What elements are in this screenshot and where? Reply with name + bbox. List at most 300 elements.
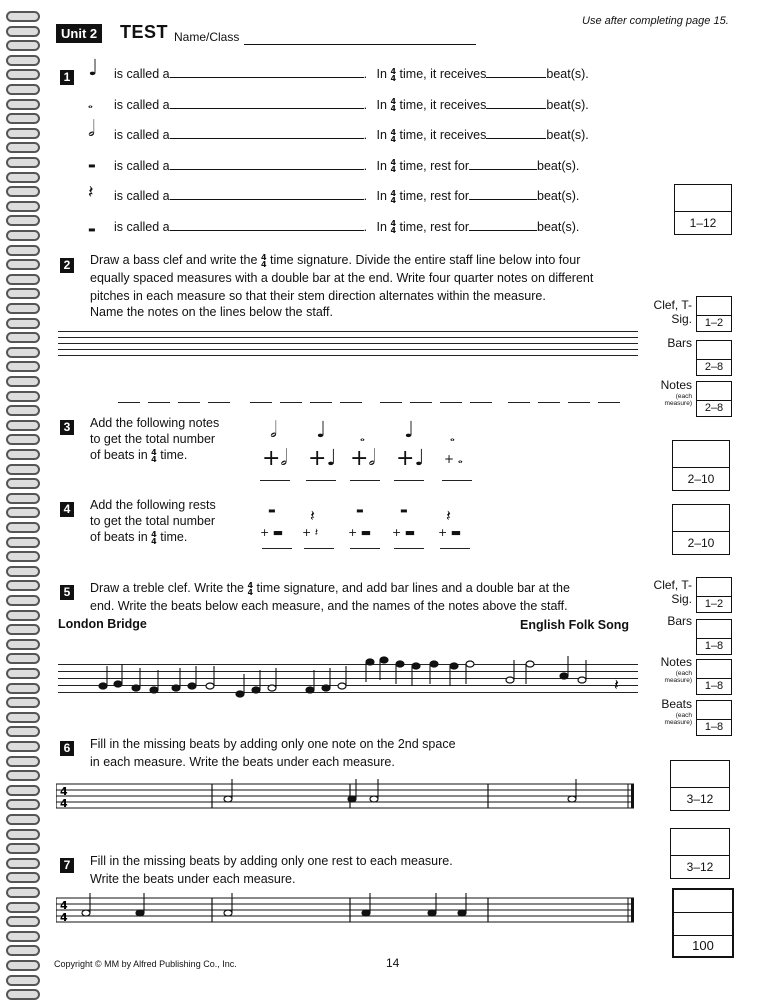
quarter-note-head xyxy=(99,683,107,689)
spiral-ring xyxy=(6,198,40,210)
spiral-ring xyxy=(6,738,40,750)
spiral-ring xyxy=(6,446,40,458)
question-5-number: 5 xyxy=(60,585,74,600)
q5-bars-label: Bars xyxy=(667,614,692,628)
spiral-ring xyxy=(6,694,40,706)
name-answer-field[interactable] xyxy=(170,159,364,170)
question-4-score-box xyxy=(672,504,730,555)
question-3-line-1: Add the following notes xyxy=(90,416,220,430)
total-score-box xyxy=(672,888,734,958)
plus-half-note-icon: +𝅗𝅥 xyxy=(350,446,376,471)
time-signature-44: 4 4 xyxy=(260,252,267,269)
total-answer-line[interactable] xyxy=(394,548,424,549)
score-range: 2–10 xyxy=(687,472,715,486)
question-1-row: is called a . In 4 4 time, it receives beat(s). xyxy=(114,97,589,114)
note-name-blank[interactable] xyxy=(280,402,302,403)
spiral-ring xyxy=(6,461,40,473)
question-6-line-1: Fill in the missing beats by adding only one note on the 2nd space xyxy=(90,737,456,751)
score-range: 3–12 xyxy=(686,792,714,806)
spiral-ring xyxy=(6,242,40,254)
note-name-blank[interactable] xyxy=(118,402,140,403)
total-points: 100 xyxy=(692,938,714,953)
question-7-staff[interactable] xyxy=(56,890,640,936)
double-bar-thick xyxy=(631,784,634,808)
spiral-ring xyxy=(6,709,40,721)
quarter-note-head xyxy=(114,681,122,687)
plus-rest-icon: + ▬ xyxy=(260,526,284,539)
called-text: is called a xyxy=(114,189,170,203)
score-entry[interactable] xyxy=(673,441,729,468)
q2-text-b: time signature. Divide the entire staff line below into four xyxy=(270,253,581,267)
spiral-ring xyxy=(6,227,40,239)
spiral-ring xyxy=(6,169,40,181)
quarter-note-head xyxy=(362,910,370,916)
question-5-melody xyxy=(58,650,638,700)
half-note-head xyxy=(224,910,232,916)
question-2-line-2: equally spaced measures with a double bar at the end. Write four quarter notes on different xyxy=(90,271,594,285)
spiral-ring xyxy=(6,285,40,297)
q2-clef-score xyxy=(696,296,732,332)
quarter-note-head xyxy=(306,687,314,693)
note-name-blank[interactable] xyxy=(538,402,560,403)
beats-answer-field[interactable] xyxy=(486,67,546,78)
score-range: 2–8 xyxy=(704,361,724,373)
spiral-ring xyxy=(6,753,40,765)
quarter-note-icon: ♩ xyxy=(316,418,327,443)
time-signature-44: 4 4 xyxy=(247,580,254,597)
note-name-blank[interactable] xyxy=(340,402,362,403)
spiral-ring xyxy=(6,665,40,677)
name-answer-field[interactable] xyxy=(170,220,364,231)
called-text: is called a xyxy=(114,219,170,234)
half-note-head xyxy=(506,677,514,683)
quarter-note-head xyxy=(150,687,158,693)
quarter-note-head xyxy=(252,687,260,693)
whole-rest-icon: ▬ xyxy=(88,224,96,234)
spiral-ring xyxy=(6,431,40,443)
spiral-ring xyxy=(6,767,40,779)
plus-rest-icon: + 𝄽 xyxy=(302,526,319,539)
beats-unit: beat(s). xyxy=(537,219,580,234)
q2-bars-score xyxy=(696,340,732,376)
name-answer-field[interactable] xyxy=(170,189,364,200)
half-rest-icon: ▬ xyxy=(268,506,276,515)
spiral-ring xyxy=(6,534,40,546)
quarter-note-head xyxy=(450,663,458,669)
time-signature-44: 4 4 xyxy=(390,127,397,144)
plus-rest-icon: + ▬ xyxy=(348,526,372,539)
quarter-note-head xyxy=(132,685,140,691)
receives-text: time, it receives xyxy=(399,97,487,112)
question-7-line-2: Write the beats under each measure. xyxy=(90,872,296,886)
called-text: is called a xyxy=(114,67,170,81)
question-7-score-box xyxy=(670,828,730,879)
spiral-ring xyxy=(6,928,40,940)
spiral-ring xyxy=(6,869,40,881)
time-signature-44: 4 4 xyxy=(390,66,397,83)
song-origin: English Folk Song xyxy=(520,618,630,632)
time-signature-44: 4 4 xyxy=(390,97,397,114)
total-answer-line[interactable] xyxy=(262,548,292,549)
in-text: In xyxy=(376,219,387,234)
called-text: is called a xyxy=(114,128,170,142)
spiral-ring xyxy=(6,490,40,502)
plus-whole-note-icon: + 𝅝 xyxy=(444,452,463,466)
q5-text-a: Draw a treble clef. Write the xyxy=(90,581,244,595)
spiral-ring xyxy=(6,23,40,35)
beats-unit: beat(s). xyxy=(546,128,589,142)
spiral-ring xyxy=(6,212,40,224)
quarter-note-head xyxy=(172,685,180,691)
note-name-blank[interactable] xyxy=(440,402,462,403)
q5-bars-score xyxy=(696,619,732,655)
score-range: 2–10 xyxy=(687,536,715,550)
quarter-note-icon: ♩ xyxy=(404,418,415,443)
time-signature-bottom: 4 xyxy=(60,911,68,924)
beats-answer-field[interactable] xyxy=(469,189,537,200)
spiral-ring xyxy=(6,344,40,356)
q2-bars-label: Bars xyxy=(667,336,692,350)
question-5-line-2: end. Write the beats below each measure, and the names of the notes above the staff. xyxy=(90,599,568,613)
question-3-score-box xyxy=(672,440,730,491)
in-text: In xyxy=(376,67,387,81)
note-name-blank[interactable] xyxy=(250,402,272,403)
quarter-rest-icon: 𝄽 xyxy=(446,506,451,525)
name-class-field[interactable] xyxy=(244,44,476,45)
question-4-line-1: Add the following rests xyxy=(90,498,216,512)
q2-notes-sub: (each measure) xyxy=(664,393,692,407)
song-title: London Bridge xyxy=(58,617,147,631)
quarter-note-head xyxy=(188,683,196,689)
spiral-ring xyxy=(6,388,40,400)
plus-quarter-note-icon: +♩ xyxy=(396,446,425,471)
plus-quarter-note-icon: +♩ xyxy=(308,446,337,471)
q4-time-word: time. xyxy=(160,530,188,544)
beats-answer-field[interactable] xyxy=(486,128,546,139)
score-entry[interactable] xyxy=(697,620,731,639)
quarter-note-head xyxy=(428,910,436,916)
score-range: 2–8 xyxy=(704,402,724,414)
receives-text: time, it receives xyxy=(399,128,487,142)
receives-text: time, it receives xyxy=(399,67,487,81)
name-answer-field[interactable] xyxy=(170,128,364,139)
spiral-ring xyxy=(6,621,40,633)
question-5-line-1 xyxy=(90,580,570,596)
total-answer-line[interactable] xyxy=(304,548,334,549)
spiral-ring xyxy=(6,154,40,166)
spiral-ring xyxy=(6,855,40,867)
name-answer-field[interactable] xyxy=(170,67,364,78)
q2-clef-label: Clef, T-Sig. xyxy=(653,298,692,326)
half-note-head xyxy=(224,796,232,802)
q5-text-b: time signature, and add bar lines and a double bar at the xyxy=(256,581,570,595)
score-entry[interactable] xyxy=(697,578,731,597)
question-4-line-3 xyxy=(90,529,187,545)
half-rest-icon: ▬ xyxy=(356,506,364,515)
time-signature-44: 4 4 xyxy=(151,529,157,546)
spiral-ring xyxy=(6,315,40,327)
name-answer-field[interactable] xyxy=(170,98,364,109)
time-signature-top: 4 xyxy=(60,785,68,798)
spiral-ring xyxy=(6,796,40,808)
spiral-ring xyxy=(6,96,40,108)
spiral-ring xyxy=(6,680,40,692)
q5-notes-label: Notes xyxy=(660,655,692,669)
spiral-ring xyxy=(6,125,40,137)
quarter-note-head xyxy=(430,661,438,667)
question-3-line-2: to get the total number xyxy=(90,432,216,446)
score-entry[interactable] xyxy=(675,185,731,212)
spiral-ring xyxy=(6,884,40,896)
name-class-label: Name/Class xyxy=(174,30,240,44)
spiral-ring xyxy=(6,37,40,49)
spiral-ring xyxy=(6,417,40,429)
beats-unit: beat(s). xyxy=(537,189,580,203)
spiral-ring xyxy=(6,81,40,93)
question-2-number: 2 xyxy=(60,258,74,273)
receives-text: time, rest for xyxy=(399,189,469,203)
spiral-ring xyxy=(6,577,40,589)
spiral-ring xyxy=(6,373,40,385)
score-entry[interactable] xyxy=(697,297,731,316)
question-3-number: 3 xyxy=(60,420,74,435)
q2-notes-label: Notes xyxy=(660,378,692,392)
quarter-note-head xyxy=(396,661,404,667)
score-range: 1–12 xyxy=(689,216,717,230)
q5-clef-score xyxy=(696,577,732,613)
note-name-blank[interactable] xyxy=(410,402,432,403)
test-title: TEST xyxy=(120,22,169,42)
question-1-row: is called a . In 4 4 time, rest for beat(s). xyxy=(114,188,580,205)
quarter-note-head xyxy=(236,691,244,697)
question-7-number: 7 xyxy=(60,858,74,873)
in-text: In xyxy=(376,158,387,173)
spiral-ring xyxy=(6,592,40,604)
quarter-rest-icon: 𝄽 xyxy=(614,675,619,694)
time-signature-44: 4 4 xyxy=(390,219,397,236)
score-entry[interactable] xyxy=(674,913,732,936)
half-note-head xyxy=(466,661,474,667)
beats-answer-field[interactable] xyxy=(469,159,537,170)
copyright: Copyright © MM by Alfred Publishing Co., Inc. xyxy=(54,959,237,969)
spiral-ring xyxy=(6,52,40,64)
spiral-ring xyxy=(6,899,40,911)
q3-text: of beats in xyxy=(90,448,148,462)
spiral-ring xyxy=(6,913,40,925)
half-note-head xyxy=(370,796,378,802)
note-name-blank[interactable] xyxy=(178,402,200,403)
score-entry[interactable] xyxy=(697,382,731,401)
half-note-head xyxy=(206,683,214,689)
score-range: 1–8 xyxy=(704,680,724,692)
question-1-row: is called a . In 4 4 time, rest for beat(s). xyxy=(114,219,580,236)
note-name-blank[interactable] xyxy=(148,402,170,403)
note-name-blank[interactable] xyxy=(568,402,590,403)
question-6-number: 6 xyxy=(60,741,74,756)
question-4-number: 4 xyxy=(60,502,74,517)
called-text: is called a xyxy=(114,158,170,173)
spiral-ring xyxy=(6,636,40,648)
score-range: 1–2 xyxy=(704,598,724,610)
question-1-number: 1 xyxy=(60,70,74,85)
spiral-ring xyxy=(6,519,40,531)
plus-rest-icon: + ▬ xyxy=(438,526,462,539)
half-note-head xyxy=(82,910,90,916)
plus-half-note-icon: +𝅗𝅥 xyxy=(262,446,288,471)
question-1-row: is called a . In 4 4 time, it receives beat(s). xyxy=(114,66,589,83)
question-6-line-2: in each measure. Write the beats under each measure. xyxy=(90,755,395,769)
spiral-ring xyxy=(6,110,40,122)
quarter-note-head xyxy=(560,673,568,679)
q5-beats-score xyxy=(696,700,732,736)
half-note-head xyxy=(526,661,534,667)
q2-notes-score xyxy=(696,381,732,417)
spiral-ring xyxy=(6,139,40,151)
time-signature-top: 4 xyxy=(60,899,68,912)
half-note-head xyxy=(268,685,276,691)
spiral-ring xyxy=(6,183,40,195)
q2-text-a: Draw a bass clef and write the xyxy=(90,253,258,267)
spiral-ring xyxy=(6,358,40,370)
note-name-blank[interactable] xyxy=(208,402,230,403)
quarter-note-head xyxy=(136,910,144,916)
spiral-ring xyxy=(6,826,40,838)
in-text: In xyxy=(376,189,387,203)
whole-note-icon: 𝅝 xyxy=(88,96,93,111)
spiral-ring xyxy=(6,329,40,341)
q5-notes-score xyxy=(696,659,732,695)
half-rest-icon: ▬ xyxy=(400,506,408,515)
question-6-staff[interactable] xyxy=(56,776,640,822)
score-range: 1–8 xyxy=(704,721,724,733)
quarter-note-head xyxy=(412,663,420,669)
spiral-ring xyxy=(6,548,40,560)
note-name-blank[interactable] xyxy=(470,402,492,403)
spiral-ring xyxy=(6,475,40,487)
spiral-ring xyxy=(6,8,40,20)
half-note-head xyxy=(338,683,346,689)
spiral-ring xyxy=(6,607,40,619)
question-6-score-box xyxy=(670,760,730,811)
beats-answer-field[interactable] xyxy=(469,220,537,231)
note-name-blank[interactable] xyxy=(310,402,332,403)
whole-note-icon: 𝅝 xyxy=(450,430,455,444)
receives-text: time, rest for xyxy=(399,219,469,234)
half-note-head xyxy=(578,677,586,683)
spiral-binding xyxy=(0,0,44,993)
score-range: 1–8 xyxy=(704,640,724,652)
score-entry[interactable] xyxy=(671,829,729,856)
q4-text: of beats in xyxy=(90,530,148,544)
whole-note-icon: 𝅝 xyxy=(360,430,365,444)
beats-unit: beat(s). xyxy=(537,158,580,173)
score-range: 3–12 xyxy=(686,860,714,874)
question-1-row: is called a . In 4 4 time, rest for beat(s). xyxy=(114,158,580,175)
beats-answer-field[interactable] xyxy=(486,98,546,109)
half-note-icon: 𝅗𝅥 xyxy=(270,418,277,443)
question-2-line-1 xyxy=(90,252,580,268)
spiral-ring xyxy=(6,563,40,575)
double-bar-thick xyxy=(631,898,634,922)
time-signature-44: 4 4 xyxy=(151,447,157,464)
quarter-rest-icon: 𝄽 xyxy=(88,182,94,203)
quarter-note-head xyxy=(366,659,374,665)
quarter-rest-icon: 𝄽 xyxy=(310,506,315,525)
spiral-ring xyxy=(6,256,40,268)
total-answer-line[interactable] xyxy=(350,548,380,549)
quarter-note-icon: ♩ xyxy=(88,56,99,81)
spiral-ring xyxy=(6,840,40,852)
spiral-ring xyxy=(6,402,40,414)
spiral-ring xyxy=(6,271,40,283)
score-entry[interactable] xyxy=(673,505,729,532)
time-signature-44: 4 4 xyxy=(390,158,397,175)
page-number: 14 xyxy=(386,956,400,970)
spiral-ring xyxy=(6,66,40,78)
half-note-head xyxy=(568,796,576,802)
q5-clef-label: Clef, T-Sig. xyxy=(653,578,692,606)
note-name-blank[interactable] xyxy=(598,402,620,403)
unit-badge: Unit 2 xyxy=(56,24,102,43)
spiral-ring xyxy=(6,942,40,954)
spiral-ring xyxy=(6,811,40,823)
question-3-line-3 xyxy=(90,447,187,463)
question-2-line-4: Name the notes on the lines below the staff. xyxy=(90,305,333,319)
spiral-ring xyxy=(6,782,40,794)
half-rest-icon: ▬ xyxy=(88,160,96,170)
q5-notes-sub: (each measure) xyxy=(664,670,692,684)
q3-time-word: time. xyxy=(160,448,188,462)
quarter-note-head xyxy=(458,910,466,916)
receives-text: time, rest for xyxy=(399,158,469,173)
score-entry[interactable] xyxy=(671,761,729,788)
question-4-line-2: to get the total number xyxy=(90,514,216,528)
time-signature-bottom: 4 xyxy=(60,797,68,810)
question-1-row: is called a . In 4 4 time, it receives beat(s). xyxy=(114,127,589,144)
total-answer-line[interactable] xyxy=(440,548,470,549)
quarter-note-head xyxy=(380,657,388,663)
spiral-ring xyxy=(6,723,40,735)
spiral-ring xyxy=(6,972,40,984)
spiral-ring xyxy=(6,300,40,312)
in-text: In xyxy=(376,128,387,142)
score-entry[interactable] xyxy=(674,890,732,913)
spiral-ring xyxy=(6,504,40,516)
quarter-note-head xyxy=(322,685,330,691)
score-entry[interactable] xyxy=(697,341,731,360)
note-name-blank[interactable] xyxy=(380,402,402,403)
quarter-note-head xyxy=(348,796,356,802)
usage-note: Use after completing page 15. xyxy=(582,15,729,27)
q5-beats-sub: (each measure) xyxy=(664,712,692,726)
time-signature-44: 4 4 xyxy=(390,188,397,205)
question-2-line-3: pitches in each measure so that their stem direction alternates within the measure. xyxy=(90,289,546,303)
beats-unit: beat(s). xyxy=(546,97,589,112)
question-7-line-1: Fill in the missing beats by adding only one rest to each measure. xyxy=(90,854,453,868)
score-range: 1–2 xyxy=(704,317,724,329)
note-name-blank[interactable] xyxy=(508,402,530,403)
plus-rest-icon: + ▬ xyxy=(392,526,416,539)
question-1-score-box xyxy=(674,184,732,235)
beats-unit: beat(s). xyxy=(546,67,589,81)
q5-beats-label: Beats xyxy=(661,697,692,711)
spiral-ring xyxy=(6,650,40,662)
score-entry[interactable] xyxy=(697,660,731,679)
in-text: In xyxy=(376,97,387,112)
score-entry[interactable] xyxy=(697,701,731,720)
spiral-ring xyxy=(6,986,40,998)
called-text: is called a xyxy=(114,97,170,112)
